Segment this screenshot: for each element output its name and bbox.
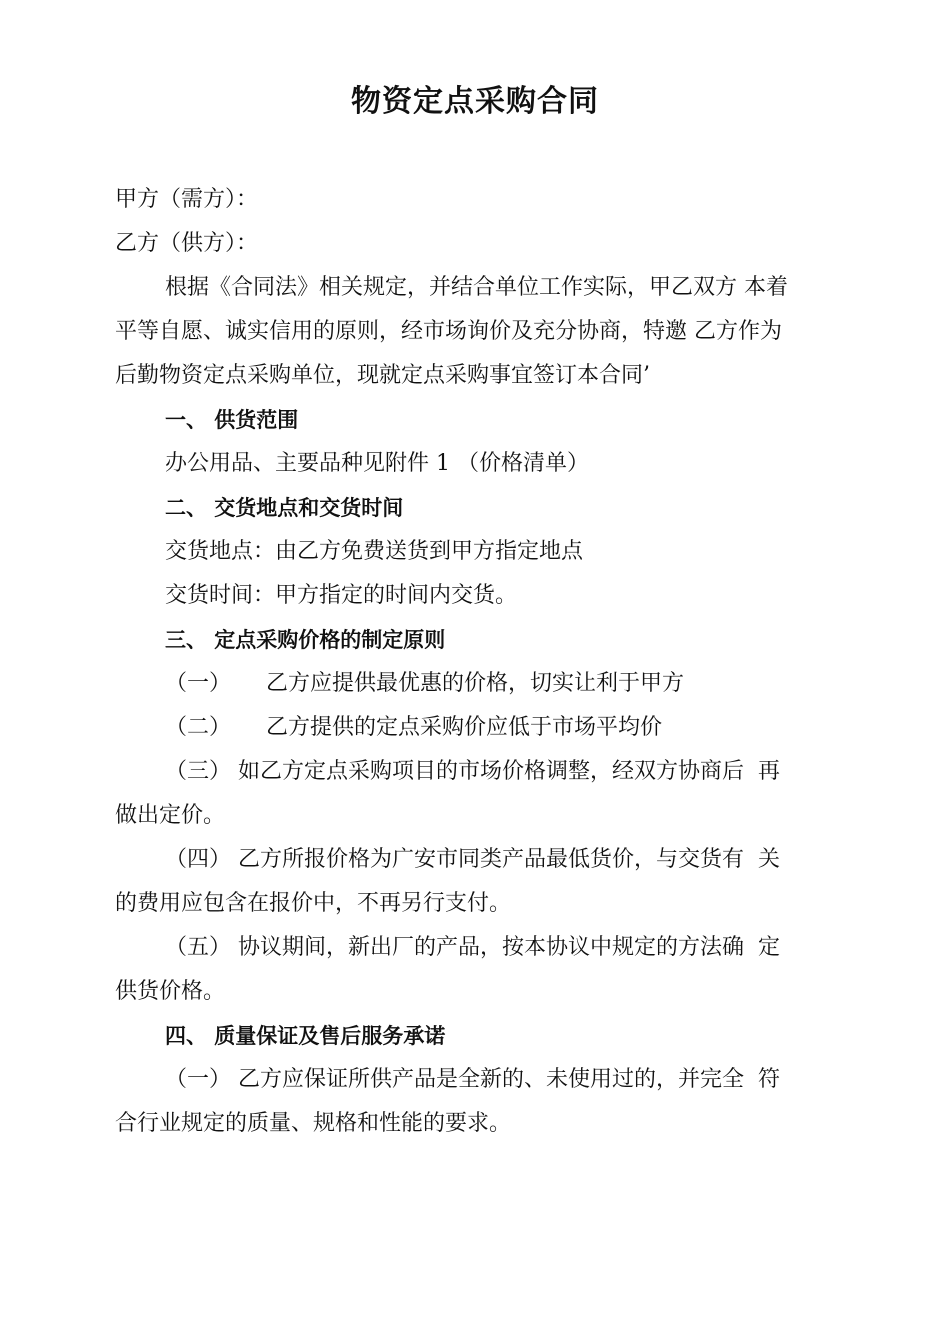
pricing-item-5-line-1: （五） 协议期间，新出厂的产品，按本协议中规定的方法确 定 [165, 935, 780, 960]
pricing-item-1: （一） 乙方应提供最优惠的价格，切实让利于甲方 [165, 671, 684, 696]
section-1-heading: 一、 供货范围 [165, 408, 299, 432]
pricing-item-4-line-2: 的费用应包含在报价中，不再另行支付。 [115, 891, 512, 916]
intro-line-2: 平等自愿、诚实信用的原则，经市场询价及充分协商，特邀 乙方作为 [115, 319, 782, 344]
document-title: 物资定点采购合同 [351, 84, 599, 119]
pricing-item-5-line-2: 供货价格。 [115, 979, 226, 1004]
pricing-item-4-line-1: （四） 乙方所报价格为广安市同类产品最低货价，与交货有 关 [165, 847, 780, 872]
section-1-text: 办公用品、主要品种见附件 1 （价格清单） [165, 451, 589, 476]
quality-item-1-line-2: 合行业规定的质量、规格和性能的要求。 [115, 1111, 512, 1136]
pricing-item-3-line-1: （三） 如乙方定点采购项目的市场价格调整，经双方协商后 再 [165, 759, 780, 784]
delivery-time: 交货时间：甲方指定的时间内交货。 [165, 583, 518, 608]
intro-line-1: 根据《合同法》相关规定，并结合单位工作实际，甲乙双方 本着 [165, 275, 788, 300]
party-a-line: 甲方（需方）： [115, 187, 259, 212]
party-b-line: 乙方（供方）： [115, 231, 259, 256]
section-2-heading: 二、 交货地点和交货时间 [165, 496, 404, 520]
document-body [115, 178, 840, 1146]
section-4-heading: 四、 质量保证及售后服务承诺 [165, 1024, 446, 1048]
intro-line-3: 后勤物资定点采购单位，现就定点采购事宜签订本合同’ [115, 363, 650, 388]
delivery-place: 交货地点：由乙方免费送货到甲方指定地点 [165, 539, 584, 564]
pricing-item-2: （二） 乙方提供的定点采购价应低于市场平均价 [165, 715, 662, 740]
pricing-item-3-line-2: 做出定价。 [115, 803, 226, 828]
section-3-heading: 三、 定点采购价格的制定原则 [165, 628, 446, 652]
quality-item-1-line-1: （一） 乙方应保证所供产品是全新的、未使用过的，并完全 符 [165, 1067, 780, 1092]
